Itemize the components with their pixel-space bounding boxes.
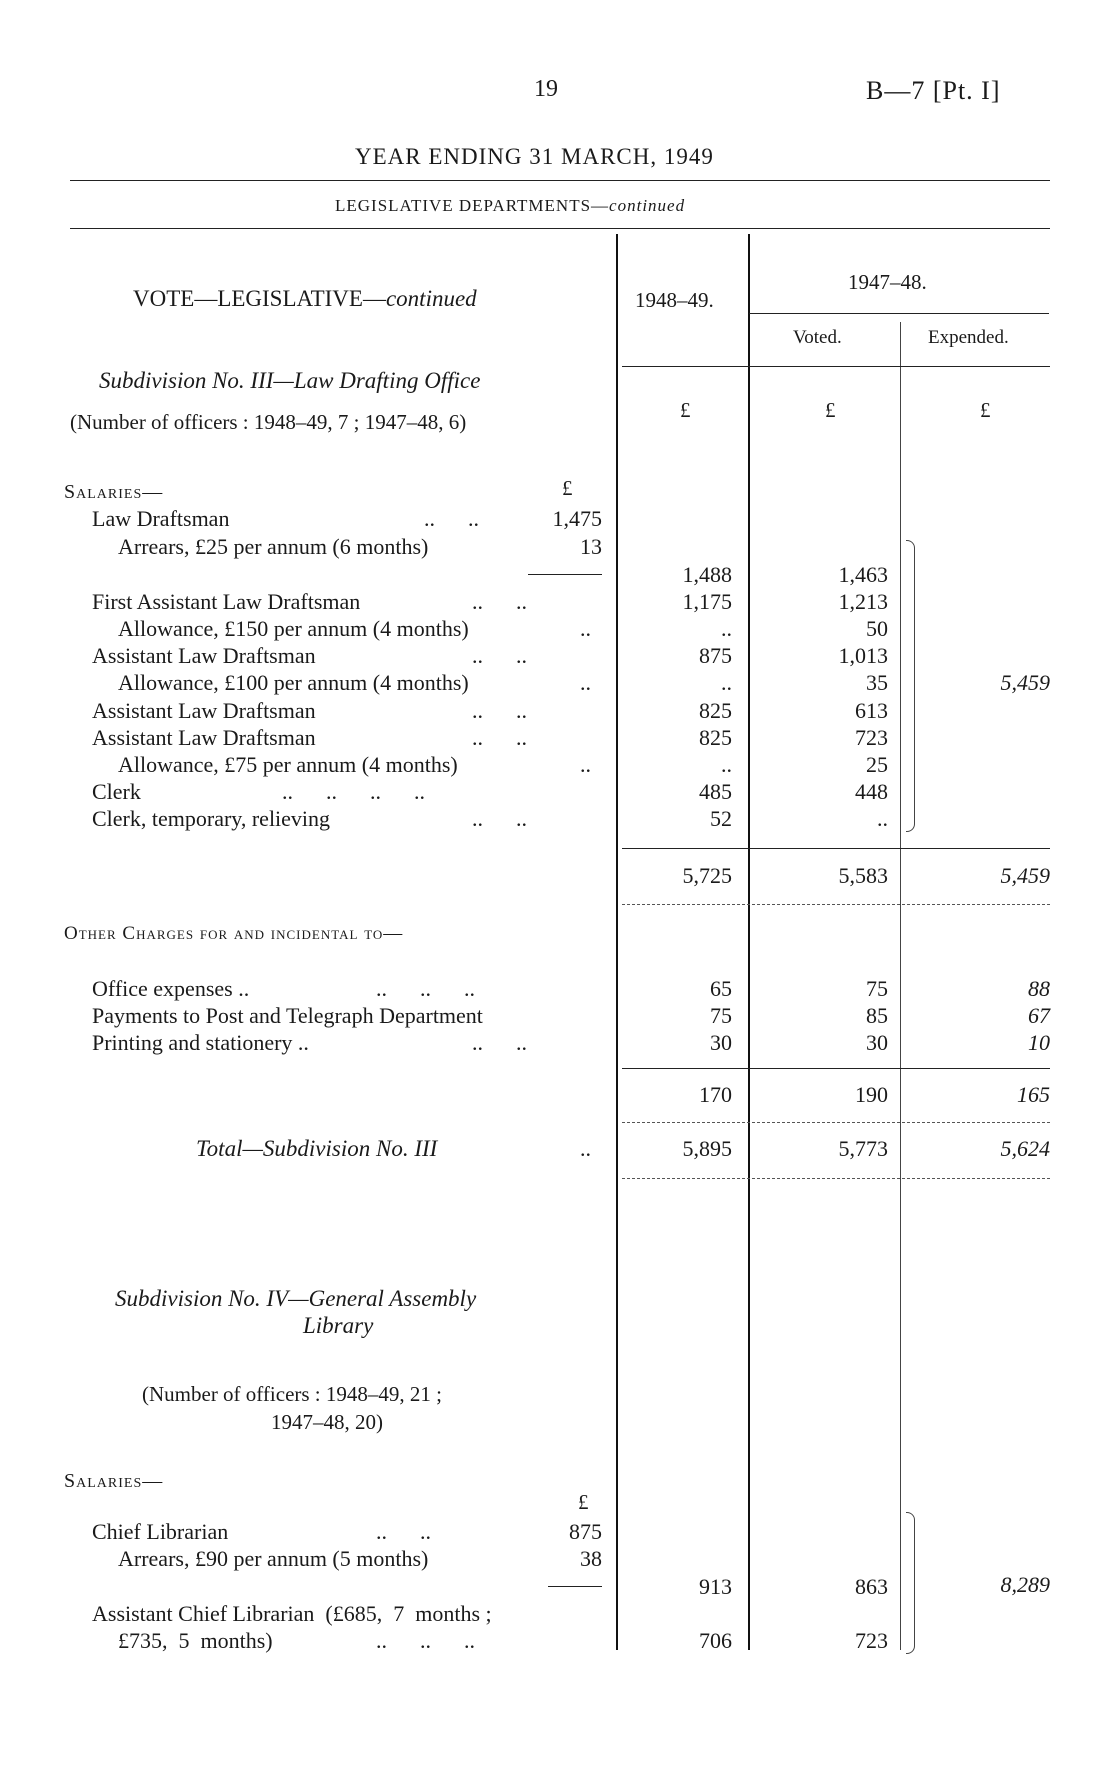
subdivision-4-officers-line1: (Number of officers : 1948–49, 21 ; <box>142 1382 442 1406</box>
row-1948: 52 <box>710 806 732 831</box>
row-1947-voted: 863 <box>855 1574 888 1599</box>
rule-subtotal-4 <box>548 1586 602 1587</box>
row-1948: 913 <box>699 1574 732 1599</box>
row-1947-voted: 723 <box>855 1628 888 1653</box>
column-rule-3 <box>900 322 901 1650</box>
column-header-1948: 1948–49. <box>635 288 714 312</box>
row-label: Assistant Chief Librarian (£685, 7 months ; <box>92 1601 492 1626</box>
currency-voted: £ <box>825 398 836 422</box>
row-1947-expended: 10 <box>1028 1030 1050 1055</box>
department-main: LEGISLATIVE DEPARTMENTS— <box>335 196 610 215</box>
row-1948: 485 <box>699 779 732 804</box>
row-1947-voted: 85 <box>866 1003 888 1028</box>
row-1947-voted: 613 <box>855 698 888 723</box>
row-1948: .. <box>721 616 732 641</box>
row-1947-voted: 50 <box>866 616 888 641</box>
currency-expended: £ <box>980 398 991 422</box>
other-total-voted: 190 <box>855 1082 888 1107</box>
row-1948: 875 <box>699 643 732 668</box>
salaries-currency: £ <box>562 476 573 500</box>
subdivision-4-title-line2: Library <box>303 1313 374 1338</box>
subdivision-3-total-1948: 5,895 <box>682 1136 732 1161</box>
row-1947-voted: 1,013 <box>838 643 888 668</box>
library-brace <box>906 1512 915 1654</box>
rule-total-bottom <box>622 1178 1050 1179</box>
row-label: Office expenses .. <box>92 976 250 1001</box>
rule-top <box>70 180 1050 181</box>
row-1948: 706 <box>699 1628 732 1653</box>
row-label: Allowance, £150 per annum (4 months) <box>118 616 469 641</box>
column-header-expended: Expended. <box>928 327 1009 348</box>
salaries-currency-4: £ <box>578 1490 589 1514</box>
row-1947-voted: 30 <box>866 1030 888 1055</box>
row-subtotal: 38 <box>580 1546 602 1571</box>
row-label: Clerk <box>92 779 141 804</box>
subdivision-3-title: Subdivision No. III—Law Drafting Office <box>99 368 481 393</box>
row-1948: .. <box>721 752 732 777</box>
column-header-1947: 1947–48. <box>848 270 927 294</box>
rule-salaries-total-bottom <box>622 904 1050 905</box>
other-charges-heading: Other Charges for and incidental to— <box>64 923 404 944</box>
row-label: Arrears, £90 per annum (5 months) <box>118 1546 429 1571</box>
row-1947-voted: 1,213 <box>838 589 888 614</box>
row-leaders: .. .. <box>472 806 527 831</box>
salaries-total-1948: 5,725 <box>682 863 732 888</box>
row-1947-voted: .. <box>877 806 888 831</box>
row-leaders: .. <box>580 670 591 695</box>
column-header-voted: Voted. <box>793 327 842 348</box>
row-1947-voted: 35 <box>866 670 888 695</box>
row-leaders: .. .. <box>472 589 527 614</box>
row-leaders: .. .. <box>376 1519 431 1544</box>
rule-under-department <box>70 228 1050 229</box>
other-total-1948: 170 <box>699 1082 732 1107</box>
row-label: Assistant Law Draftsman <box>92 725 316 750</box>
row-1947-voted: 1,463 <box>838 562 888 587</box>
row-leaders: .. .. <box>472 725 527 750</box>
row-label: Payments to Post and Telegraph Department <box>92 1003 483 1028</box>
row-subtotal: 875 <box>569 1519 602 1544</box>
row-1947-expended: 67 <box>1028 1003 1050 1028</box>
row-label: Assistant Law Draftsman <box>92 643 316 668</box>
row-1947-voted: 25 <box>866 752 888 777</box>
row-label: Arrears, £25 per annum (6 months) <box>118 534 429 559</box>
rule-under-headers <box>622 366 1050 367</box>
row-subtotal: 13 <box>580 534 602 559</box>
salaries-total-voted: 5,583 <box>838 863 888 888</box>
subdivision-3-total-voted: 5,773 <box>838 1136 888 1161</box>
library-expended: 8,289 <box>1000 1572 1050 1597</box>
row-1948: 1,488 <box>682 562 732 587</box>
salaries-heading: Salaries— <box>64 481 164 503</box>
subdivision-3-total-expended: 5,624 <box>1000 1136 1050 1161</box>
department-continued: continued <box>609 196 686 215</box>
row-label: Printing and stationery .. <box>92 1030 309 1055</box>
rule-other-total-bottom <box>622 1122 1050 1123</box>
vote-title <box>133 286 477 312</box>
rule-other-total-top <box>622 1068 1050 1069</box>
row-leaders: .. .. .. <box>376 976 475 1001</box>
salaries-total-expended: 5,459 <box>1000 863 1050 888</box>
currency-1948: £ <box>680 398 691 422</box>
row-1947-voted: 75 <box>866 976 888 1001</box>
row-label: Allowance, £75 per annum (4 months) <box>118 752 458 777</box>
row-1947-voted: 723 <box>855 725 888 750</box>
rule-subtotal <box>528 574 602 575</box>
subdivision-3-officers: (Number of officers : 1948–49, 7 ; 1947–48, 6) <box>70 410 467 434</box>
salaries-expended: 5,459 <box>1000 670 1050 695</box>
row-1947-voted: 448 <box>855 779 888 804</box>
row-label: Chief Librarian <box>92 1519 229 1544</box>
row-leaders: .. <box>580 616 591 641</box>
row-leaders: .. .. <box>472 698 527 723</box>
row-1948: 1,175 <box>682 589 732 614</box>
row-label-cont: £735, 5 months) <box>118 1628 273 1653</box>
row-1948: 30 <box>710 1030 732 1055</box>
row-leaders: .. .. <box>472 643 527 668</box>
department-title <box>335 196 685 216</box>
rule-1947-span <box>749 313 1049 314</box>
row-label: First Assistant Law Draftsman <box>92 589 361 614</box>
row-1947-expended: 88 <box>1028 976 1050 1001</box>
column-rule-2 <box>748 234 750 1650</box>
row-1948: 65 <box>710 976 732 1001</box>
vote-title-main: VOTE—LEGISLATIVE— <box>133 286 386 311</box>
subdivision-4-title-line1: Subdivision No. IV—General Assembly <box>115 1286 477 1311</box>
row-label: Law Draftsman <box>92 506 230 531</box>
other-total-expended: 165 <box>1017 1082 1050 1107</box>
page-number: 19 <box>534 76 558 102</box>
rule-salaries-total-top <box>622 848 1050 849</box>
subdivision-4-officers-line2: 1947–48, 20) <box>271 1410 383 1434</box>
subdivision-3-total-label: Total—Subdivision No. III <box>196 1136 438 1161</box>
row-leaders: .. .. .. .. <box>282 779 425 804</box>
document-reference: B—7 [Pt. I] <box>866 76 1001 105</box>
salaries-brace <box>906 540 915 832</box>
vote-title-continued: continued <box>385 286 477 311</box>
row-leaders: .. .. <box>424 506 479 531</box>
row-leaders: .. .. <box>472 1030 527 1055</box>
row-1948: .. <box>721 670 732 695</box>
row-1948: 825 <box>699 725 732 750</box>
row-leaders: .. <box>580 752 591 777</box>
row-subtotal: 1,475 <box>552 506 602 531</box>
column-rule-1 <box>616 234 618 1650</box>
row-1948: 825 <box>699 698 732 723</box>
year-title: YEAR ENDING 31 MARCH, 1949 <box>355 144 714 169</box>
row-label: Assistant Law Draftsman <box>92 698 316 723</box>
row-leaders: .. .. .. <box>376 1628 475 1653</box>
salaries-heading-4: Salaries— <box>64 1470 164 1492</box>
row-label: Allowance, £100 per annum (4 months) <box>118 670 469 695</box>
subdivision-3-total-leaders: .. <box>580 1136 591 1161</box>
row-label: Clerk, temporary, relieving <box>92 806 331 831</box>
row-1948: 75 <box>710 1003 732 1028</box>
